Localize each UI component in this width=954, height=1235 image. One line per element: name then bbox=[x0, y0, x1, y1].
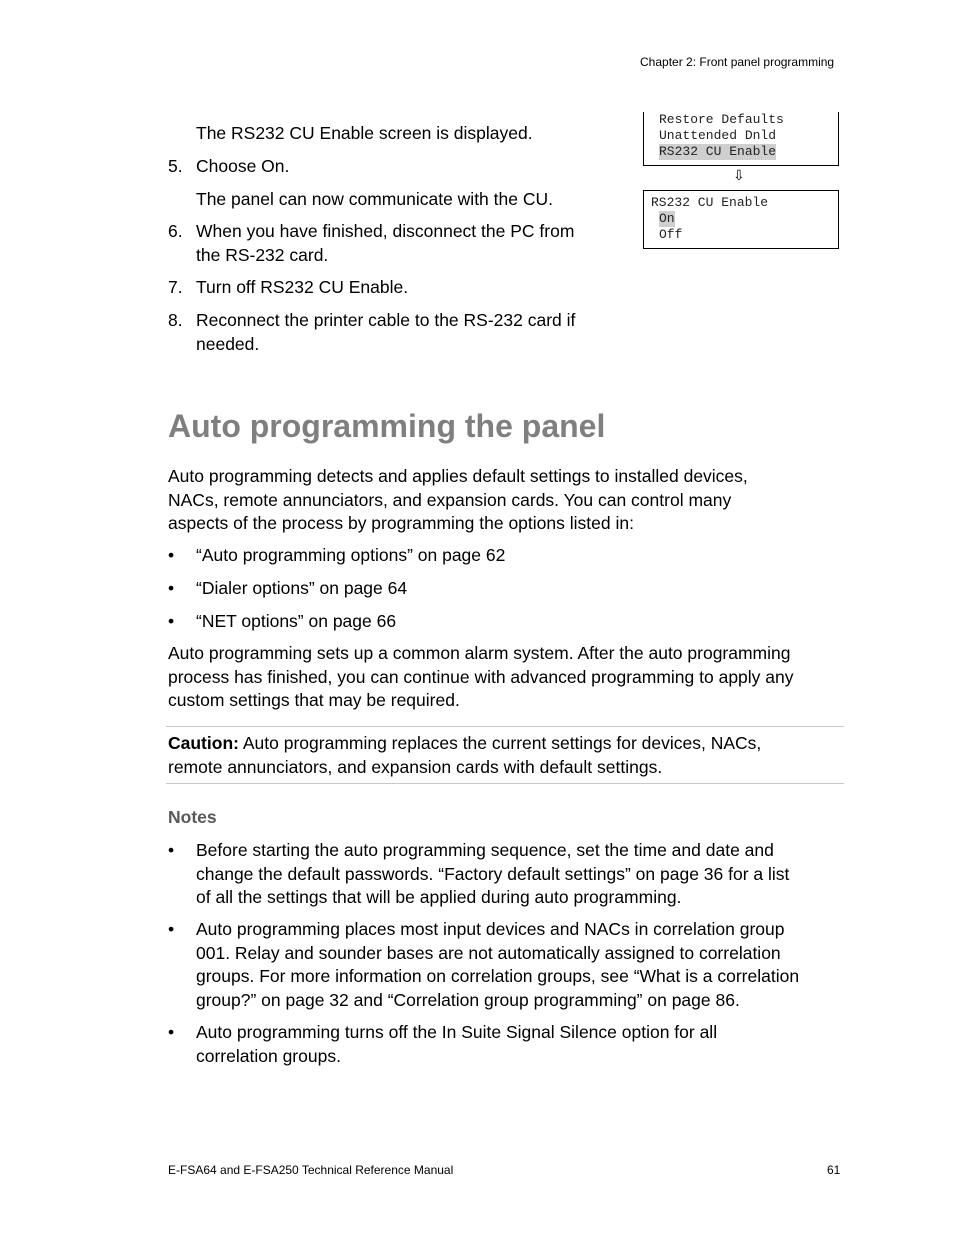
step-text-line: needed. bbox=[196, 333, 260, 354]
note-line: groups. For more information on correlation groups, see “What is a correlation bbox=[196, 966, 800, 986]
step-text-line: Reconnect the printer cable to the RS-232 card if bbox=[196, 310, 576, 330]
step-number: 5. bbox=[168, 156, 183, 176]
running-header: Chapter 2: Front panel programming bbox=[640, 55, 835, 69]
bullet-icon: • bbox=[168, 611, 175, 631]
step-text-line: When you have finished, disconnect the PC from bbox=[196, 221, 575, 241]
section-title: Auto programming the panel bbox=[168, 408, 606, 444]
paragraph-line: aspects of the process by programming the options listed in: bbox=[168, 513, 634, 533]
step-6 bbox=[168, 220, 618, 268]
paragraph-2 bbox=[168, 642, 794, 713]
bullet-icon: • bbox=[168, 578, 175, 598]
step-5-result: The panel can now communicate with the CU. bbox=[196, 189, 553, 209]
caution-bottom-rule bbox=[166, 783, 844, 784]
step-8 bbox=[168, 309, 618, 357]
caution-label: Caution: bbox=[168, 733, 239, 753]
lcd-screen-title: RS232 CU Enable bbox=[651, 195, 769, 210]
paragraph-line: Auto programming detects and applies default settings to installed devices, bbox=[168, 466, 748, 486]
footer-page-number: 61 bbox=[827, 1163, 841, 1177]
step-text: Turn off RS232 CU Enable. bbox=[196, 277, 409, 297]
paragraph-line: custom settings that may be required. bbox=[168, 690, 460, 710]
bullet-icon: • bbox=[168, 1022, 175, 1042]
bullet-icon: • bbox=[168, 919, 175, 939]
note-line: Auto programming places most input devices and NACs in correlation group bbox=[196, 919, 785, 939]
note-line: of all the settings that will be applied during auto programming. bbox=[196, 887, 682, 907]
paragraph-line: NACs, remote annunciators, and expansion cards. You can control many bbox=[168, 489, 732, 510]
bullet-icon: • bbox=[168, 545, 175, 565]
steps-intro: The RS232 CU Enable screen is displayed. bbox=[196, 123, 533, 143]
lcd-enable-screen bbox=[643, 190, 839, 249]
lcd-menu-screen bbox=[643, 112, 839, 166]
note-line: 001. Relay and sounder bases are not automatically assigned to correlation bbox=[196, 942, 781, 963]
caution-text: remote annunciators, and expansion cards with default settings. bbox=[168, 756, 663, 777]
lcd-option: Off bbox=[659, 227, 683, 242]
note-line: Auto programming turns off the In Suite Signal Silence option for all bbox=[196, 1022, 718, 1042]
cross-reference-link[interactable]: “Dialer options” on page 64 bbox=[196, 578, 408, 598]
paragraph-line: Auto programming sets up a common alarm system. After the auto programming bbox=[168, 643, 791, 663]
note-line: Before starting the auto programming sequence, set the time and date and bbox=[196, 840, 774, 860]
cross-reference-link[interactable]: “Auto programming options” on page 62 bbox=[196, 545, 506, 565]
step-text: Choose On. bbox=[196, 156, 290, 176]
caution-top-rule bbox=[166, 726, 844, 727]
lcd-menu-item: Restore Defaults bbox=[659, 112, 784, 127]
note-line: group?” on page 32 and “Correlation group programming” on page 86. bbox=[196, 989, 740, 1010]
down-arrow-icon: ⇩ bbox=[733, 168, 745, 184]
step-text-line: the RS-232 card. bbox=[196, 244, 329, 265]
step-number: 8. bbox=[168, 310, 183, 330]
cross-reference-link[interactable]: “NET options” on page 66 bbox=[196, 611, 397, 631]
paragraph-line: process has finished, you can continue with advanced programming to apply any bbox=[168, 666, 794, 687]
lcd-menu-item: Unattended Dnld bbox=[659, 128, 777, 143]
step-number: 6. bbox=[168, 221, 183, 241]
notes-heading: Notes bbox=[168, 807, 217, 827]
lcd-menu-item-selected: RS232 CU Enable bbox=[659, 144, 777, 159]
note-line: correlation groups. bbox=[196, 1045, 341, 1066]
note-line: change the default passwords. “Factory default settings” on page 36 for a list bbox=[196, 863, 790, 884]
bullet-icon: • bbox=[168, 840, 175, 860]
caution-text: Auto programming replaces the current settings for devices, NACs, bbox=[238, 733, 762, 753]
intro-paragraph bbox=[168, 465, 748, 536]
lcd-option-selected: On bbox=[659, 211, 675, 226]
caution-note bbox=[168, 732, 761, 779]
footer-manual-title: E-FSA64 and E-FSA250 Technical Reference Manual bbox=[168, 1163, 454, 1177]
step-number: 7. bbox=[168, 277, 183, 297]
